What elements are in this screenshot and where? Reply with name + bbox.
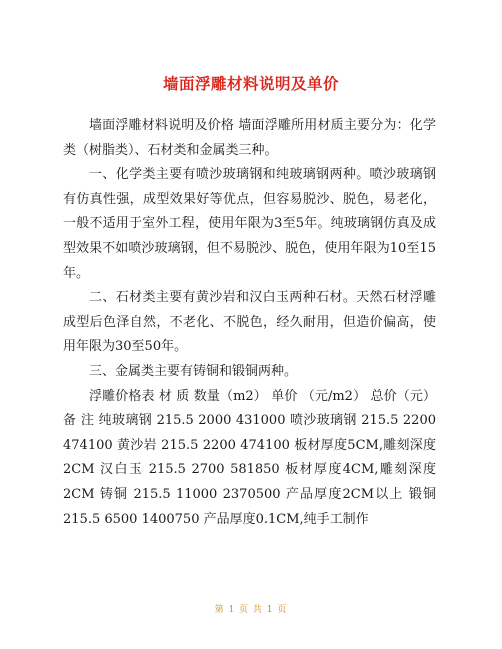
paragraph-chemical: 一、化学类主要有喷沙玻璃钢和纯玻璃钢两种。喷沙玻璃钢有仿真性强，成型效果好等优点，但容易脱沙、脱色，易老化，一般不适用于室外工程，使用年限为3至5年。纯玻璃钢仿真及成型效果不如喷沙玻璃钢，但不易脱沙、脱色，使用年限为10至15年。: [63, 167, 436, 281]
paragraph-metal: 三、金属类主要有铸铜和锻铜两种。: [89, 363, 298, 379]
document-body: [63, 114, 436, 532]
page-title: 墙面浮雕材料说明及单价: [162, 75, 339, 94]
paragraph-stone: 二、石材类主要有黄沙岩和汉白玉两种石材。天然石材浮雕成型后色泽自然，不老化、不脱色，经久耐用，但造价偏高，使用年限为30至50年。: [63, 290, 436, 355]
paragraph-intro: 墙面浮雕材料说明及价格 墙面浮雕所用材质主要分为：化学类（树脂类）、石材类和金属类三种。: [63, 118, 436, 158]
page-footer: 第 1 页 共 1 页: [214, 605, 288, 615]
paragraph-price-table: 浮雕价格表 材 质 数量（m2） 单价 （元/m2） 总价（元） 备 注 纯玻璃钢 215.5 2000 431000 喷沙玻璃钢 215.5 2200 474100 黄沙岩 215.5 2200 474100 板材厚度5CM,雕刻深度2CM 汉白玉 215.5 2700 581850 板材厚度4CM,雕刻深度2CM 铸铜 215.5 11000 2370500 产品厚度2CM以上 锻铜 215.5 6500 1400750 产品厚度0.1CM,纯手工制作: [63, 388, 436, 527]
